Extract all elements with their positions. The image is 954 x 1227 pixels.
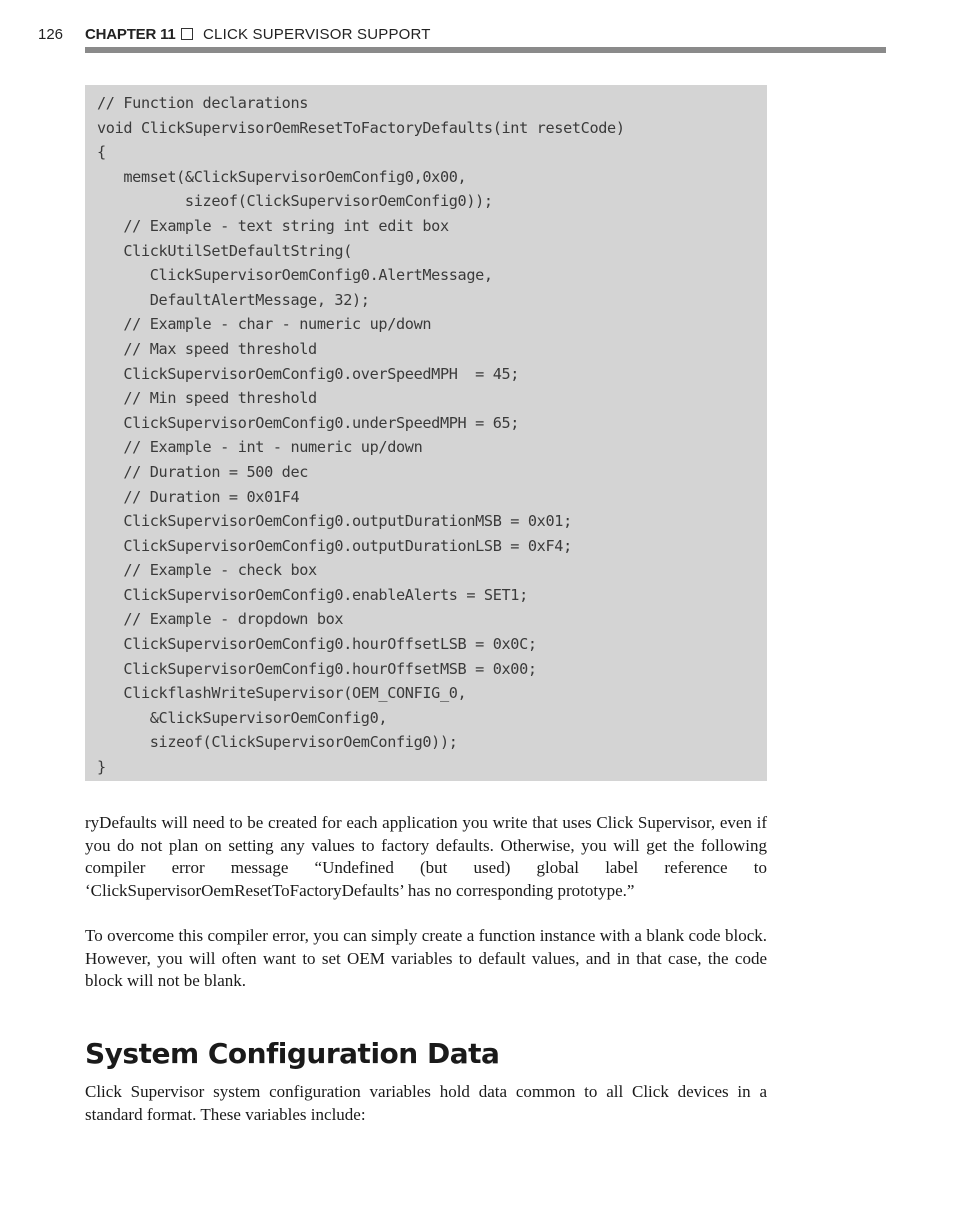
code-line: ClickUtilSetDefaultString(: [97, 241, 353, 260]
code-line: ClickSupervisorOemConfig0.outputDurationLSB = 0xF4;: [97, 536, 572, 555]
code-line: // Example - int - numeric up/down: [97, 438, 423, 457]
code-line: ClickSupervisorOemConfig0.hourOffsetLSB = 0x0C;: [97, 635, 537, 654]
body-paragraph-1: ryDefaults will need to be created for each application you write that uses Click Supervisor, even if you do not plan on setting any values to factory defaults. Otherwise, you will get the following compiler error message “Undefined (but used) global label reference to ‘ClickSupervisorOemResetToFactoryDefaults’ has no corresponding prototype.”: [85, 813, 767, 900]
code-listing: [85, 85, 767, 781]
code-line: sizeof(ClickSupervisorOemConfig0));: [97, 733, 458, 752]
code-line: ClickSupervisorOemConfig0.AlertMessage,: [97, 266, 493, 285]
body-paragraph-2: To overcome this compiler error, you can simply create a function instance with a blank code block. However, you will often want to set OEM variables to default values, and in that case, the code block will not be blank.: [85, 926, 767, 990]
code-line: sizeof(ClickSupervisorOemConfig0));: [97, 192, 493, 211]
code-line: // Function declarations: [97, 94, 309, 112]
code-line: // Duration = 0x01F4: [97, 487, 300, 506]
code-line: // Duration = 500 dec: [97, 462, 309, 481]
code-line: }: [97, 758, 106, 777]
square-icon: [181, 28, 193, 40]
code-line: {: [97, 143, 106, 162]
code-line: ClickSupervisorOemConfig0.overSpeedMPH = 45;: [97, 364, 520, 383]
code-line: memset(&ClickSupervisorOemConfig0,0x00,: [97, 167, 467, 186]
code-line: ClickSupervisorOemConfig0.outputDurationMSB = 0x01;: [97, 512, 572, 531]
code-line: &ClickSupervisorOemConfig0,: [97, 708, 388, 727]
chapter-title: CLICK SUPERVISOR SUPPORT: [203, 26, 431, 43]
chapter-label: CHAPTER 11: [85, 26, 176, 43]
code-line: DefaultAlertMessage, 32);: [97, 290, 370, 309]
code-line: ClickSupervisorOemConfig0.enableAlerts = SET1;: [97, 585, 528, 604]
code-line: ClickflashWriteSupervisor(OEM_CONFIG_0,: [97, 684, 467, 703]
code-line: ClickSupervisorOemConfig0.hourOffsetMSB = 0x00;: [97, 659, 537, 678]
code-line: void ClickSupervisorOemResetToFactoryDefaults(int resetCode): [97, 118, 625, 137]
body-paragraph-3: Click Supervisor system configuration variables hold data common to all Click devices in a standard format. These variables include:: [85, 1082, 767, 1124]
header-rule: [85, 47, 886, 53]
section-heading: System Configuration Data: [85, 1037, 500, 1070]
code-line: // Example - check box: [97, 561, 317, 580]
code-line: // Min speed threshold: [97, 389, 317, 408]
code-line: // Max speed threshold: [97, 339, 317, 358]
code-line: ClickSupervisorOemConfig0.underSpeedMPH = 65;: [97, 413, 520, 432]
running-header: [38, 26, 886, 46]
page-number: 126: [38, 26, 64, 43]
code-line: // Example - dropdown box: [97, 610, 344, 629]
code-line: // Example - char - numeric up/down: [97, 315, 432, 334]
code-line: // Example - text string int edit box: [97, 216, 449, 235]
